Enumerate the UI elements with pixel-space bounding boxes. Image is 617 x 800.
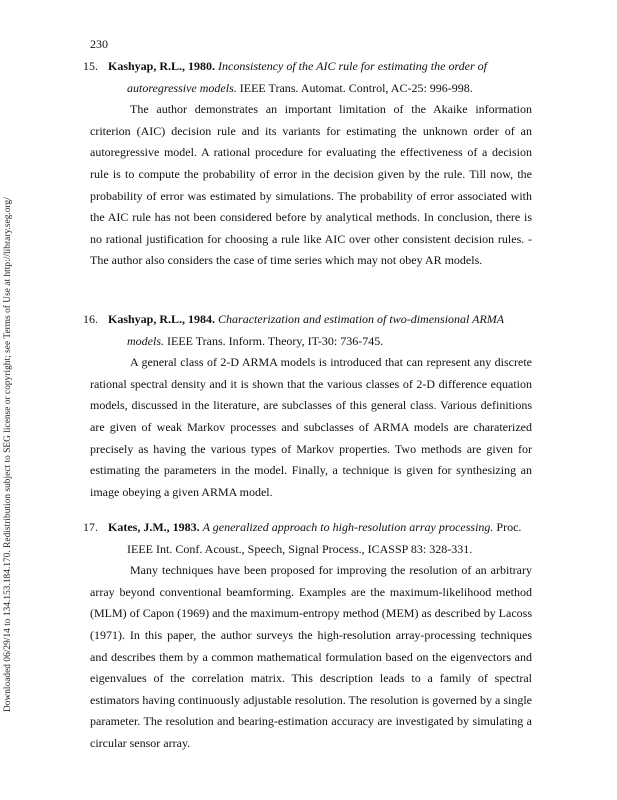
reference-entry-15 [83,56,532,272]
page-number: 230 [90,37,108,51]
journal-source: Proc. IEEE Int. Conf. Acoust., Speech, Signal Process., ICASSP 83: 328-331. [127,520,522,556]
author-year: Kashyap, R.L., 1984. [108,312,216,326]
author-year: Kashyap, R.L., 1980. [108,59,216,73]
article-title: Characterization and estimation of two-dimensional ARMA models. [127,312,504,348]
article-title: Inconsistency of the AIC rule for estimating the order of autoregressive models. [127,59,487,95]
article-title: A generalized approach to high-resolution array processing. [202,520,494,534]
abstract: The author demonstrates an important limitation of the Akaike information criterion (AIC) decision rule and its variants for estimating the unknown order of an autoregressive model. A rational procedure for evaluating the effectiveness of a decision rule is to compute the probability of error in the decision given by the rule. Till now, the probability of error was estimated by simulations. The probability of error associated with the AIC rule has not been considered before by analytical methods. In conclusion, there is no rational justification for choosing a rule like AIC over other consistent decision rules. - The author also considers the case of time series which may not obey AR models. [90,102,532,268]
citation: 15. Kashyap, R.L., 1980. Inconsistency of the AIC rule for estimating the order of autoregressive models. IEEE Trans. Automat. Control, AC-25: 996-998. [83,59,487,95]
journal-source: IEEE Trans. Automat. Control, AC-25: 996-998. [239,80,473,95]
download-notice: Downloaded 06/29/14 to 134.153.184.170. Redistribution subject to SEG license or copyright; see Terms of Use at http://library.seg.org/ [3,197,13,712]
journal-source: IEEE Trans. Inform. Theory, IT-30: 736-745. [167,333,384,348]
reference-entry-17 [83,517,532,755]
citation: 17. Kates, J.M., 1983. A generalized approach to high-resolution array processing. Proc. IEEE Int. Conf. Acoust., Speech, Signal Process., ICASSP 83: 328-331. [83,520,522,556]
citation: 16. Kashyap, R.L., 1984. Characterization and estimation of two-dimensional ARMA models. IEEE Trans. Inform. Theory, IT-30: 736-745. [83,312,504,348]
reference-entry-16 [83,309,532,503]
abstract: Many techniques have been proposed for improving the resolution of an arbitrary array beyond conventional beamforming. Examples are the maximum-likelihood method (MLM) of Capon (1969) and the maximum-entropy method (MEM) as described by Lacoss (1971). In this paper, the author surveys the high-resolution array-processing techniques and describes them by a common mathematical formulation based on the eigenvectors and eigenvalues of the correlation matrix. This description leads to a family of spectral estimators having continuously adjustable resolution. The resolution is governed by a single parameter. The resolution and bearing-estimation accuracy are investigated by simulating a circular sensor array. [90,563,532,750]
author-year: Kates, J.M., 1983. [108,520,200,534]
abstract: A general class of 2-D ARMA models is introduced that can represent any discrete rational spectral density and it is shown that the various classes of 2-D difference equation models, discussed in the literature, are subclasses of this general class. Various definitions are given of weak Markov processes and subclasses of ARMA models are charaterized precisely as having the various types of Markov properties. Two methods are given for estimating the parameters in the model. Finally, a technique is given for synthesizing an image obeying a given ARMA model. [90,355,532,499]
